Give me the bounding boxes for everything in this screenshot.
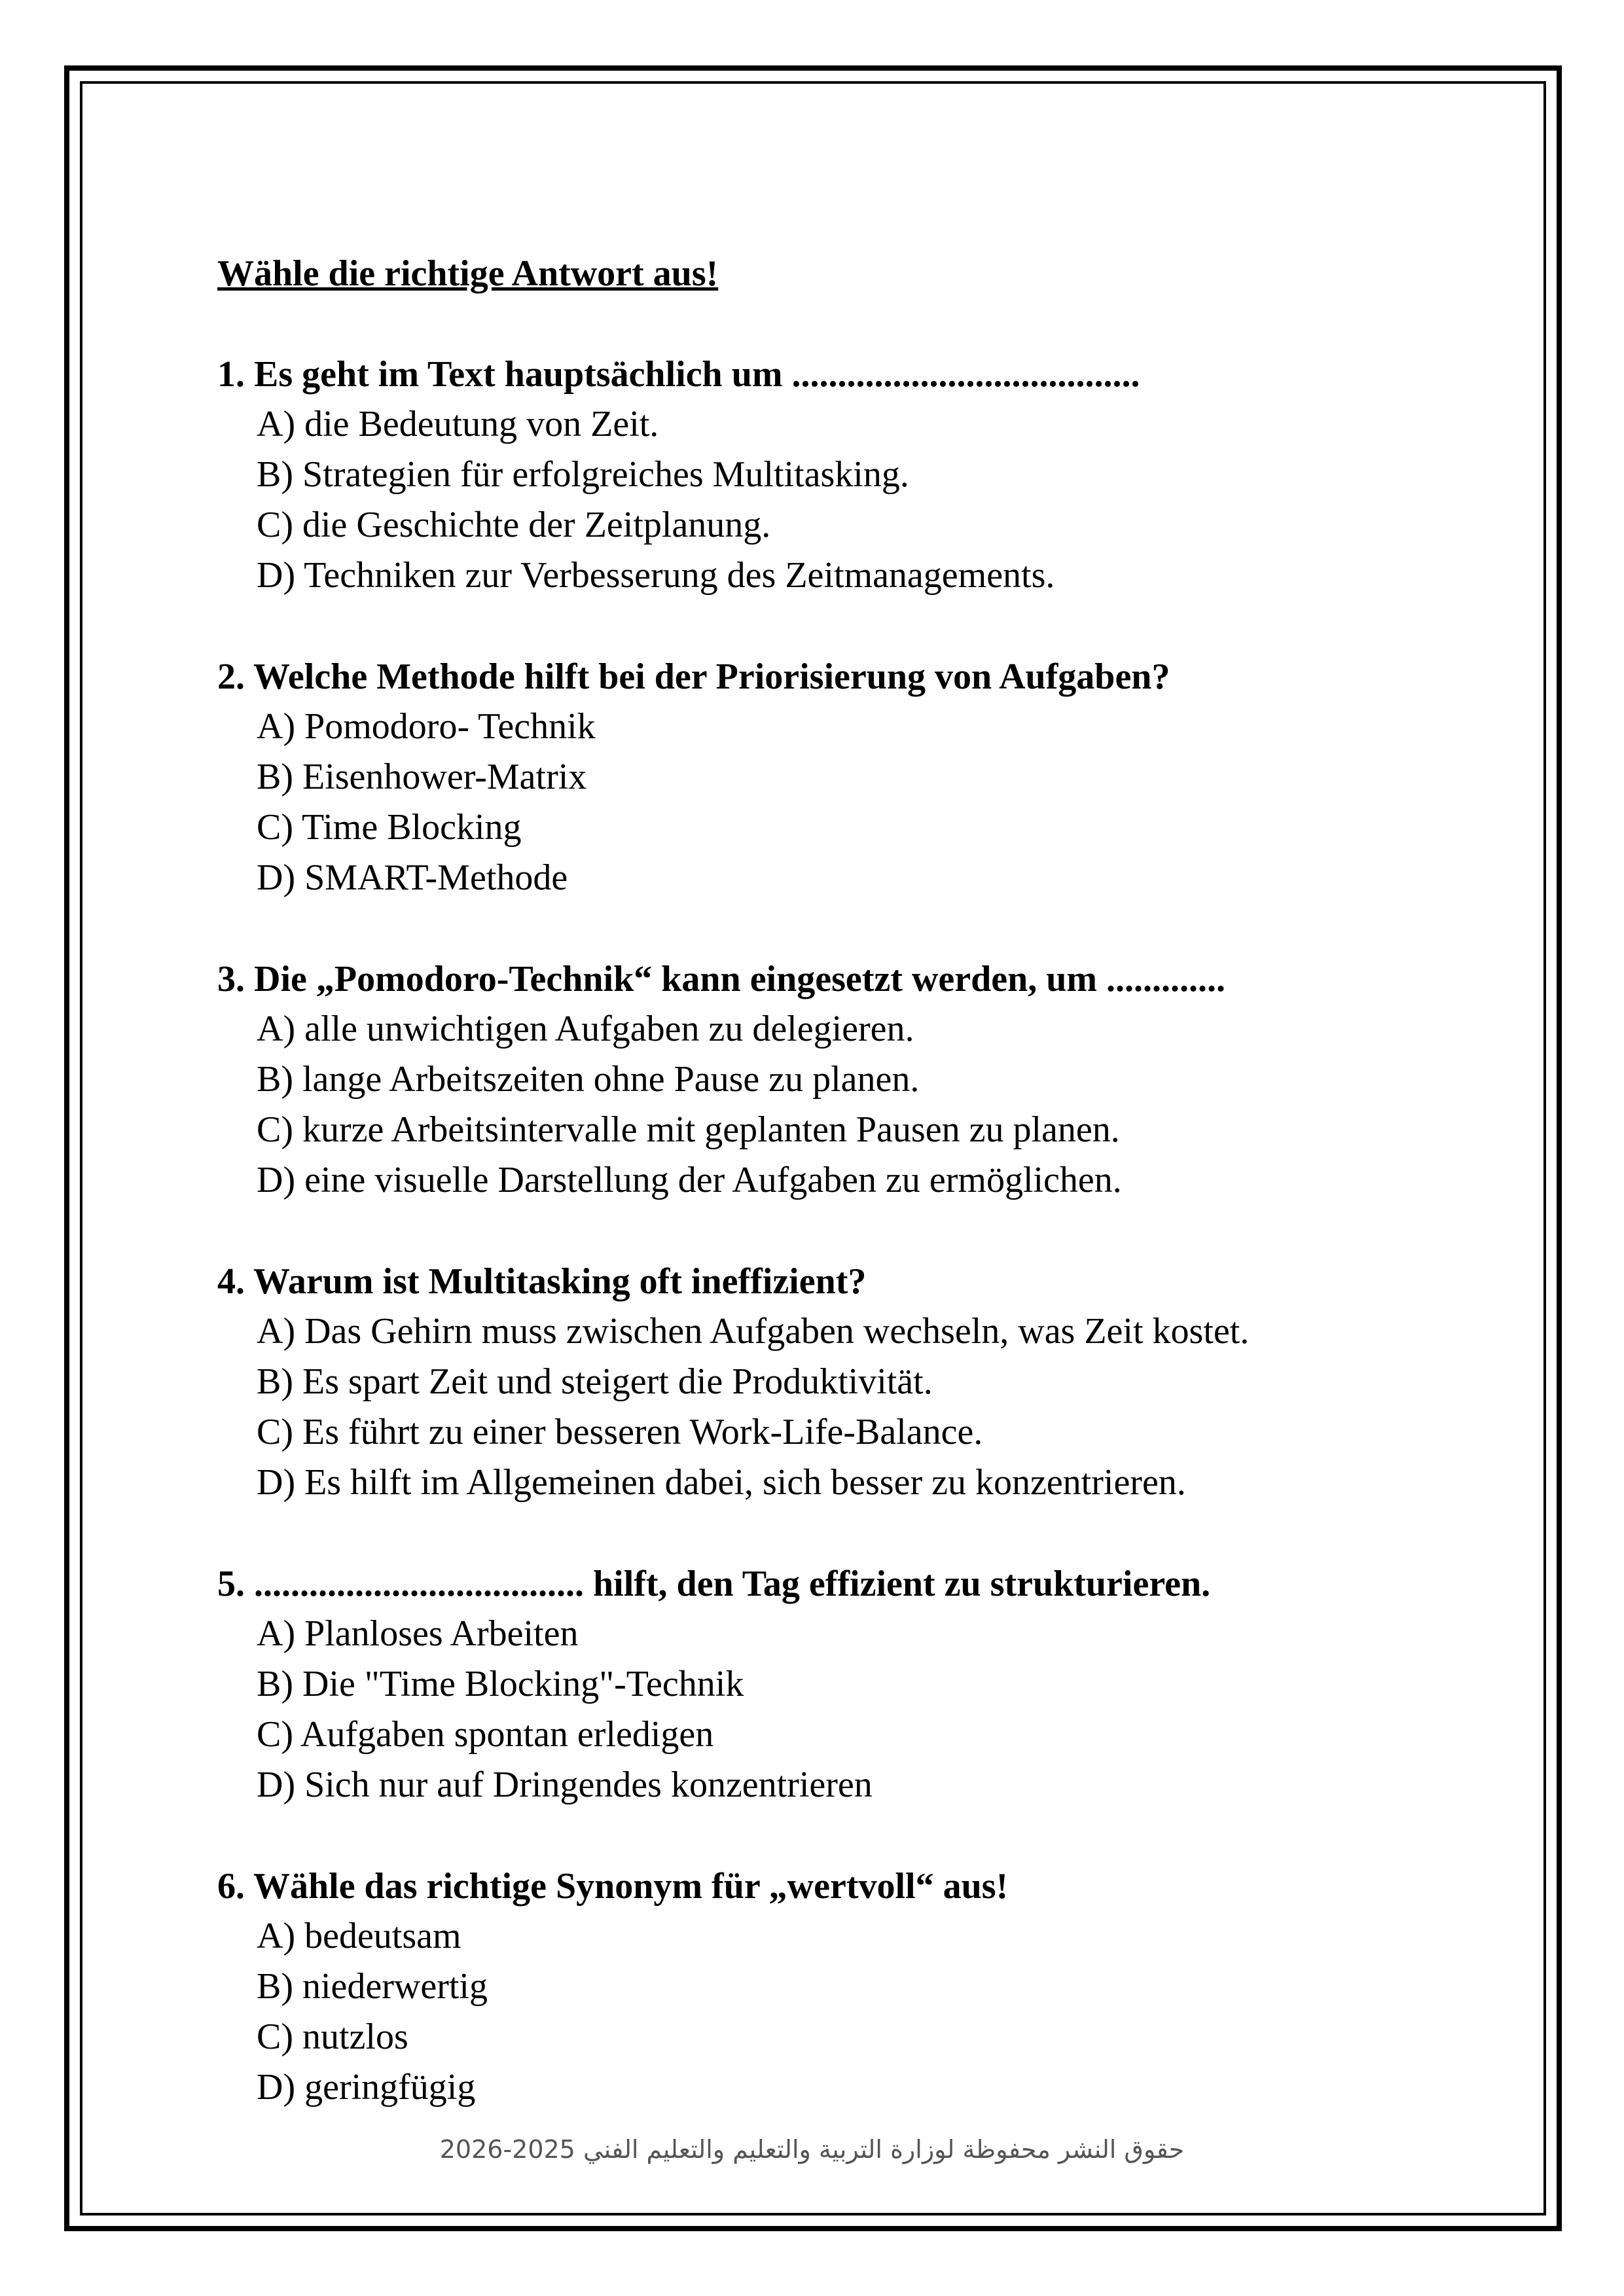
answer-option: C) die Geschichte der Zeitplanung. bbox=[257, 505, 771, 545]
answer-option: C) nutzlos bbox=[257, 2017, 408, 2057]
question-3 bbox=[217, 954, 1461, 1206]
answer-option: A) Das Gehirn muss zwischen Aufgaben wechseln, was Zeit kostet. bbox=[257, 1311, 1250, 1352]
question-text: 3. Die „Pomodoro-Technik“ kann eingesetzt werden, um ............. bbox=[217, 959, 1225, 999]
answer-option: A) Pomodoro- Technik bbox=[257, 706, 596, 747]
answer-option: B) Es spart Zeit und steigert die Produktivität. bbox=[257, 1361, 933, 1402]
answer-option: A) Planloses Arbeiten bbox=[257, 1613, 579, 1654]
answer-option: B) Eisenhower-Matrix bbox=[257, 757, 587, 797]
answer-option: C) Es führt zu einer besseren Work-Life-Balance. bbox=[257, 1412, 983, 1452]
question-4 bbox=[217, 1257, 1461, 1508]
answer-option: C) kurze Arbeitsintervalle mit geplanten Pausen zu planen. bbox=[257, 1109, 1120, 1150]
answer-option: A) alle unwichtigen Aufgaben zu delegieren. bbox=[257, 1009, 914, 1049]
answer-option: A) die Bedeutung von Zeit. bbox=[257, 404, 659, 444]
question-text: 6. Wähle das richtige Synonym für „wertvoll“ aus! bbox=[217, 1866, 1009, 1907]
question-5 bbox=[217, 1559, 1461, 1810]
question-text: 4. Warum ist Multitasking oft ineffizient? bbox=[217, 1261, 867, 1302]
answer-option: D) Es hilft im Allgemeinen dabei, sich besser zu konzentrieren. bbox=[257, 1462, 1186, 1503]
answer-option: A) bedeutsam bbox=[257, 1916, 461, 1956]
question-text: 1. Es geht im Text hauptsächlich um ...................................... bbox=[217, 354, 1140, 395]
instruction-heading: Wähle die richtige Antwort aus! bbox=[217, 253, 719, 294]
answer-option: D) Techniken zur Verbesserung des Zeitmanagements. bbox=[257, 555, 1055, 596]
answer-option: D) SMART-Methode bbox=[257, 857, 568, 898]
answer-option: B) niederwertig bbox=[257, 1966, 488, 2007]
question-text: 5. .................................... hilft, den Tag effizient zu strukturieren. bbox=[217, 1564, 1211, 1604]
answer-option: B) Die "Time Blocking"-Technik bbox=[257, 1664, 744, 1704]
answer-option: C) Time Blocking bbox=[257, 807, 522, 848]
question-text: 2. Welche Methode hilft bei der Priorisierung von Aufgaben? bbox=[217, 656, 1170, 697]
question-6 bbox=[217, 1861, 1461, 2113]
question-1 bbox=[217, 350, 1461, 601]
answer-option: D) eine visuelle Darstellung der Aufgaben zu ermöglichen. bbox=[257, 1160, 1122, 1200]
answer-option: C) Aufgaben spontan erledigen bbox=[257, 1714, 714, 1755]
answer-option: D) geringfügig bbox=[257, 2067, 476, 2108]
answer-option: B) Strategien für erfolgreiches Multitasking. bbox=[257, 454, 909, 495]
worksheet-content bbox=[217, 249, 1461, 2164]
question-2 bbox=[217, 652, 1461, 903]
answer-option: B) lange Arbeitszeiten ohne Pause zu planen. bbox=[257, 1059, 920, 1100]
copyright-footer: حقوق النشر محفوظة لوزارة التربية والتعليم والتعليم الفني 2025-2026 bbox=[439, 2135, 1185, 2164]
answer-option: D) Sich nur auf Dringendes konzentrieren bbox=[257, 1765, 873, 1805]
